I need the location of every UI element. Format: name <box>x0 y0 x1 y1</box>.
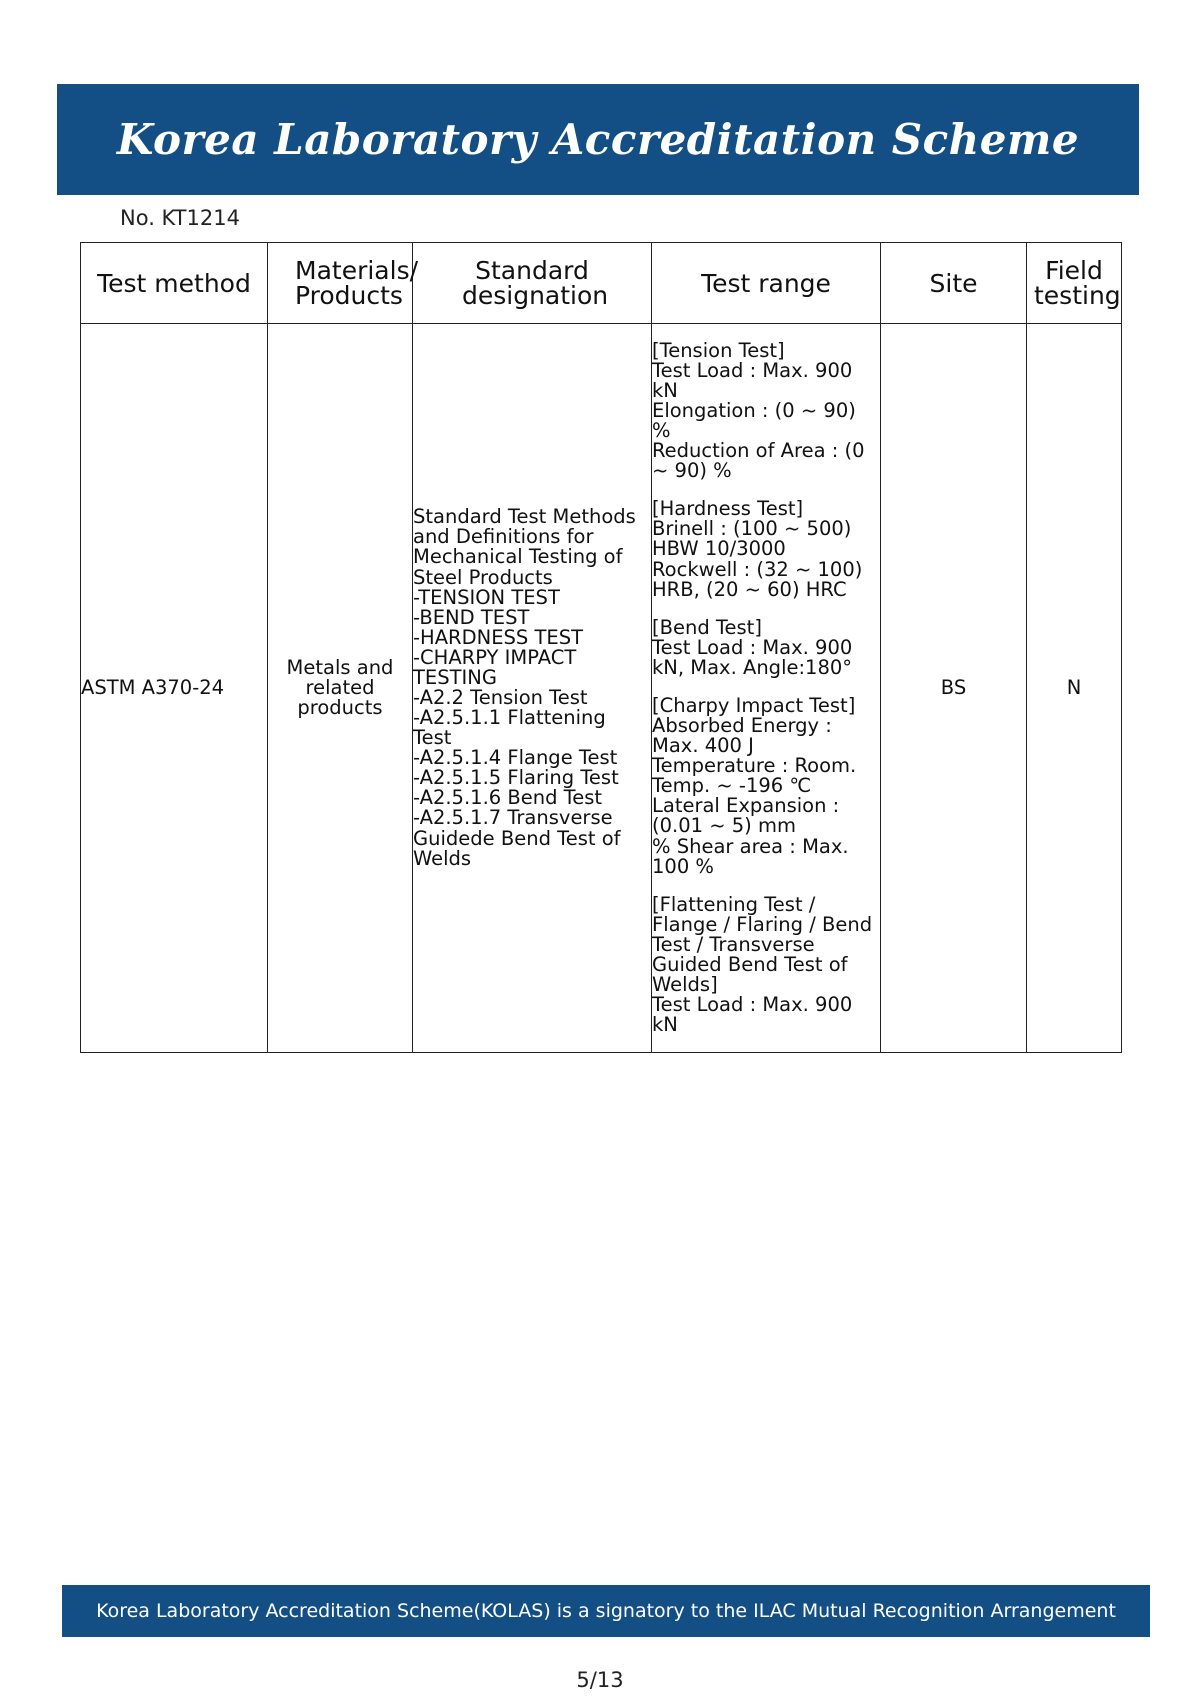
header-standard-designation <box>413 243 652 324</box>
header-banner <box>57 84 1139 195</box>
cell-test-range <box>652 324 881 1053</box>
cell-materials <box>268 324 413 1053</box>
materials-line: Metals and <box>286 655 394 679</box>
cell-test-method: ASTM A370-24 <box>81 324 268 1053</box>
table-row <box>81 324 1122 1053</box>
flattening-test-group <box>652 892 880 1037</box>
range-line: Guided Bend Test of <box>652 952 848 976</box>
range-line: HRB, (20 ~ 60) HRC <box>652 577 847 601</box>
range-line: Temp. ~ -196 ℃ <box>652 774 812 798</box>
standard-line: Test <box>413 726 452 750</box>
cell-standard-designation <box>413 324 652 1053</box>
range-line: Elongation : (0 ~ 90) <box>652 399 856 423</box>
page-number: 5/13 <box>576 1668 624 1692</box>
header-materials-text: Materials/ Products <box>295 256 419 310</box>
range-line: (0.01 ~ 5) mm <box>652 814 796 838</box>
range-line: Temperature : Room. <box>652 754 857 778</box>
standard-line: -HARDNESS TEST <box>413 625 583 649</box>
standard-line: and Definitions for <box>413 525 594 549</box>
range-line: ~ 90) % <box>652 459 732 483</box>
footer-text: Korea Laboratory Accreditation Scheme(KOLAS) is a signatory to the ILAC Mutual Recognition Arrangement <box>96 1600 1116 1622</box>
range-line: Test Load : Max. 900 <box>652 358 853 382</box>
range-line: Welds] <box>652 972 718 996</box>
standard-line: Steel Products <box>413 565 553 589</box>
standard-line: Welds <box>413 846 472 870</box>
standard-line: Standard Test Methods <box>413 505 636 529</box>
accreditation-scope-table <box>80 242 1122 1053</box>
bend-test-group <box>652 615 880 679</box>
cell-field-testing: N <box>1027 324 1122 1053</box>
range-line: HBW 10/3000 <box>652 537 786 561</box>
standard-line: Guidede Bend Test of <box>413 826 621 850</box>
range-line: Absorbed Energy : <box>652 714 832 738</box>
table-header-row <box>81 243 1122 324</box>
range-line: Brinell : (100 ~ 500) <box>652 517 852 541</box>
range-line: Test Load : Max. 900 <box>652 993 853 1017</box>
materials-line: products <box>297 696 383 720</box>
standard-line: -BEND TEST <box>413 605 530 629</box>
range-line: % Shear area : Max. <box>652 834 849 858</box>
range-line: Reduction of Area : (0 <box>652 439 865 463</box>
range-line: [Hardness Test] <box>652 497 804 521</box>
header-test-range: Test range <box>652 243 881 324</box>
standard-line: -CHARPY IMPACT <box>413 645 577 669</box>
range-line: [Flattening Test / <box>652 892 816 916</box>
charpy-impact-test-group <box>652 693 880 878</box>
header-site: Site <box>881 243 1027 324</box>
header-test-method: Test method <box>81 243 268 324</box>
range-line: kN <box>652 1013 678 1037</box>
range-line: Test / Transverse <box>652 932 815 956</box>
standard-line: Mechanical Testing of <box>413 545 623 569</box>
standard-line: TESTING <box>413 665 497 689</box>
materials-line: related <box>305 675 375 699</box>
range-line: 100 % <box>652 854 714 878</box>
header-standard-text: Standard designation <box>462 256 609 310</box>
standard-line: -A2.5.1.7 Transverse <box>413 806 613 830</box>
range-line: Rockwell : (32 ~ 100) <box>652 557 863 581</box>
range-line: % <box>652 419 671 443</box>
header-field-testing <box>1027 243 1122 324</box>
hardness-test-group <box>652 499 880 599</box>
tension-test-group <box>652 338 880 483</box>
range-line: Test Load : Max. 900 <box>652 635 853 659</box>
standard-line: -A2.2 Tension Test <box>413 686 588 709</box>
range-line: Lateral Expansion : <box>652 794 840 818</box>
range-line: kN, Max. Angle:180° <box>652 655 853 679</box>
range-line: [Tension Test] <box>652 338 785 362</box>
cell-site: BS <box>881 324 1027 1053</box>
footer-banner <box>62 1585 1150 1637</box>
document-number: No. KT1214 <box>120 206 240 230</box>
standard-line: -A2.5.1.1 Flattening <box>413 706 606 730</box>
header-field-text: Field testing <box>1034 256 1121 310</box>
range-line: kN <box>652 378 678 402</box>
range-line: [Bend Test] <box>652 615 762 639</box>
range-line: Max. 400 J <box>652 734 754 758</box>
header-materials-products <box>268 243 419 324</box>
range-line: [Charpy Impact Test] <box>652 693 856 717</box>
standard-line: -TENSION TEST <box>413 585 560 609</box>
header-title: Korea Laboratory Accreditation Scheme <box>116 115 1080 164</box>
range-line: Flange / Flaring / Bend <box>652 912 873 936</box>
standard-line: -A2.5.1.5 Flaring Test <box>413 766 619 790</box>
standard-line: -A2.5.1.4 Flange Test <box>413 746 618 770</box>
standard-line: -A2.5.1.6 Bend Test <box>413 786 603 810</box>
